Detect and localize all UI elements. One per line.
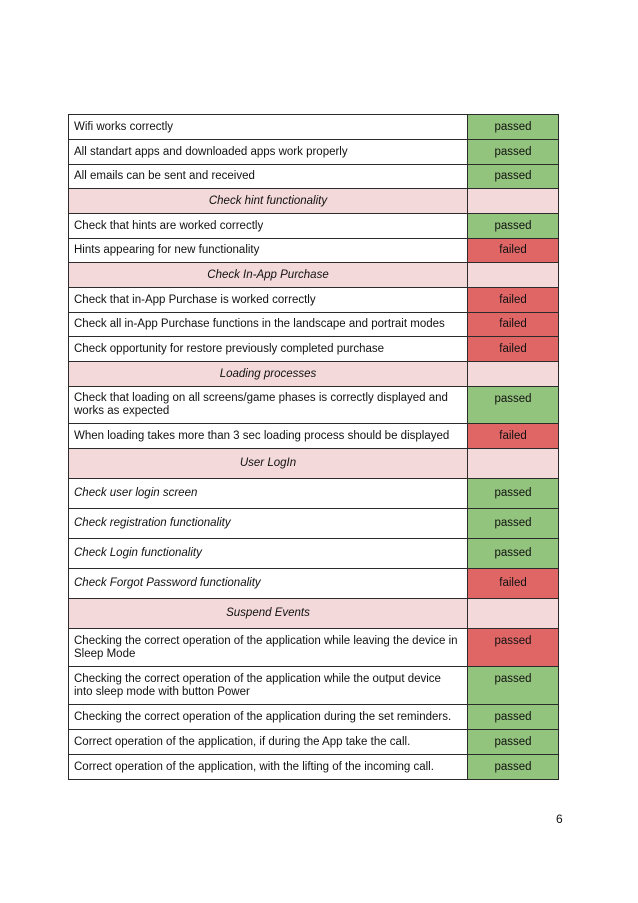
table-row bbox=[69, 214, 559, 239]
table-row bbox=[69, 569, 559, 599]
section-status-cell bbox=[468, 449, 559, 479]
status-badge: passed bbox=[468, 509, 559, 539]
table-row bbox=[69, 629, 559, 667]
table-row bbox=[69, 313, 559, 337]
section-header-row bbox=[69, 599, 559, 629]
table-row bbox=[69, 288, 559, 313]
test-case-description: Check registration functionality bbox=[69, 509, 468, 539]
test-case-description: Hints appearing for new functionality bbox=[69, 239, 468, 263]
test-case-description: Check user login screen bbox=[69, 479, 468, 509]
status-badge: passed bbox=[468, 140, 559, 165]
status-badge: failed bbox=[468, 288, 559, 313]
status-badge: failed bbox=[468, 337, 559, 362]
table-row bbox=[69, 755, 559, 780]
section-title: Check hint functionality bbox=[69, 189, 468, 214]
status-badge: passed bbox=[468, 705, 559, 730]
section-header-row bbox=[69, 449, 559, 479]
test-case-description: Checking the correct operation of the application while the output device into sleep mode with button Power bbox=[69, 667, 468, 705]
test-case-description: When loading takes more than 3 sec loading process should be displayed bbox=[69, 424, 468, 449]
table-row bbox=[69, 115, 559, 140]
section-title: User LogIn bbox=[69, 449, 468, 479]
status-badge: failed bbox=[468, 569, 559, 599]
section-title: Loading processes bbox=[69, 362, 468, 387]
table-row bbox=[69, 667, 559, 705]
table-row bbox=[69, 165, 559, 189]
status-badge: passed bbox=[468, 214, 559, 239]
status-badge: passed bbox=[468, 165, 559, 189]
test-case-description: All emails can be sent and received bbox=[69, 165, 468, 189]
table-row bbox=[69, 424, 559, 449]
table-row bbox=[69, 140, 559, 165]
page-number: 6 bbox=[556, 812, 563, 826]
test-case-description: Check Forgot Password functionality bbox=[69, 569, 468, 599]
test-checklist-table bbox=[68, 114, 559, 780]
test-case-description: Wifi works correctly bbox=[69, 115, 468, 140]
section-title: Check In-App Purchase bbox=[69, 263, 468, 288]
test-case-description: Check Login functionality bbox=[69, 539, 468, 569]
test-case-description: Check that loading on all screens/game phases is correctly displayed and works as expected bbox=[69, 387, 468, 424]
section-header-row bbox=[69, 263, 559, 288]
test-case-description: Check that hints are worked correctly bbox=[69, 214, 468, 239]
test-case-description: All standart apps and downloaded apps work properly bbox=[69, 140, 468, 165]
section-status-cell bbox=[468, 263, 559, 288]
table-row bbox=[69, 539, 559, 569]
status-badge: passed bbox=[468, 387, 559, 424]
table-row bbox=[69, 387, 559, 424]
section-status-cell bbox=[468, 362, 559, 387]
status-badge: failed bbox=[468, 239, 559, 263]
test-case-description: Checking the correct operation of the application during the set reminders. bbox=[69, 705, 468, 730]
test-case-description: Checking the correct operation of the application while leaving the device in Sleep Mode bbox=[69, 629, 468, 667]
status-badge: passed bbox=[468, 667, 559, 705]
test-case-description: Correct operation of the application, with the lifting of the incoming call. bbox=[69, 755, 468, 780]
status-badge: passed bbox=[468, 115, 559, 140]
status-badge: passed bbox=[468, 730, 559, 755]
status-badge: passed bbox=[468, 479, 559, 509]
test-case-description: Check opportunity for restore previously completed purchase bbox=[69, 337, 468, 362]
status-badge: passed bbox=[468, 629, 559, 667]
test-case-description: Check all in-App Purchase functions in the landscape and portrait modes bbox=[69, 313, 468, 337]
status-badge: failed bbox=[468, 313, 559, 337]
table-row bbox=[69, 509, 559, 539]
table-row bbox=[69, 337, 559, 362]
section-header-row bbox=[69, 362, 559, 387]
table-row bbox=[69, 479, 559, 509]
test-case-description: Check that in-App Purchase is worked correctly bbox=[69, 288, 468, 313]
status-badge: passed bbox=[468, 755, 559, 780]
section-header-row bbox=[69, 189, 559, 214]
table-row bbox=[69, 730, 559, 755]
table-row bbox=[69, 705, 559, 730]
test-case-description: Correct operation of the application, if during the App take the call. bbox=[69, 730, 468, 755]
table-row bbox=[69, 239, 559, 263]
status-badge: failed bbox=[468, 424, 559, 449]
section-status-cell bbox=[468, 189, 559, 214]
section-status-cell bbox=[468, 599, 559, 629]
section-title: Suspend Events bbox=[69, 599, 468, 629]
status-badge: passed bbox=[468, 539, 559, 569]
